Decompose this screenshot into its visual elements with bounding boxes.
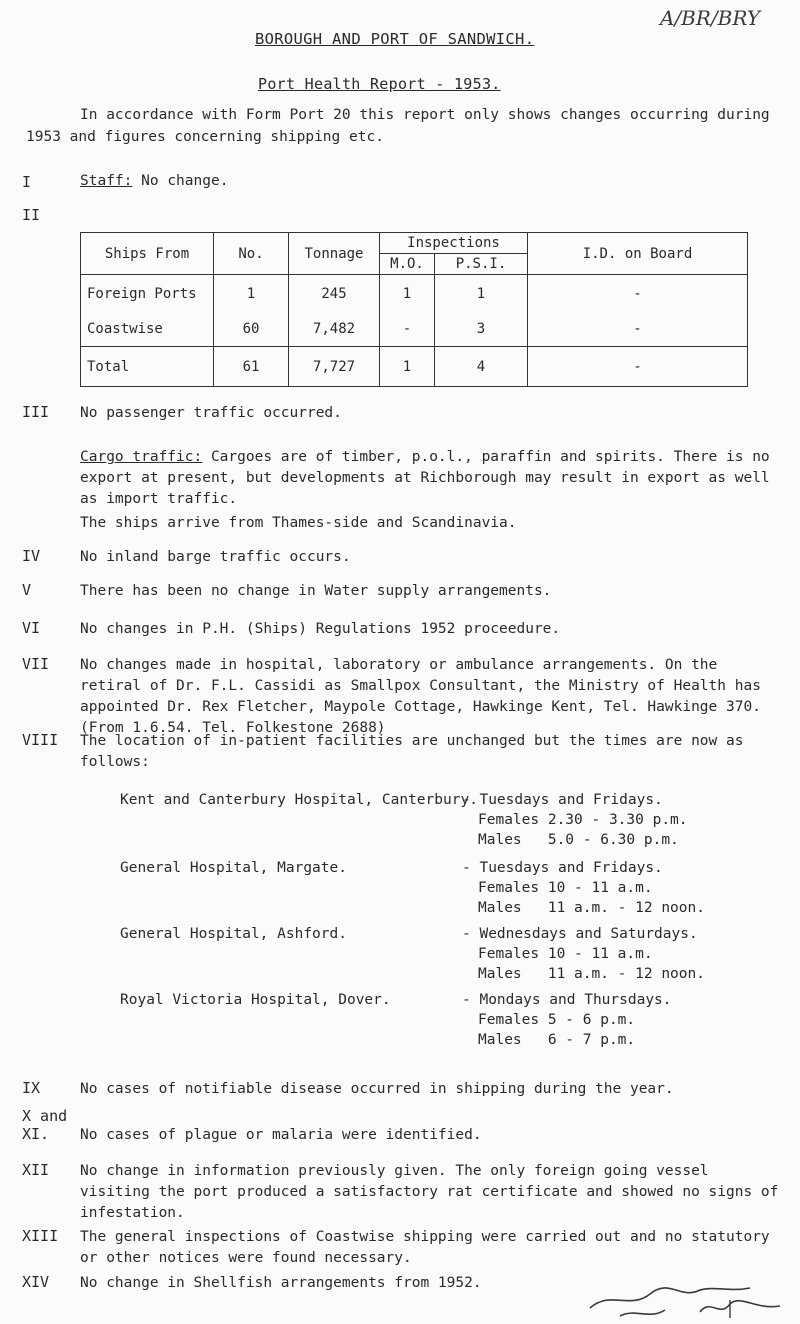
cell-from: Coastwise <box>81 313 214 347</box>
ships-table <box>80 232 748 387</box>
cell-tonnage: 245 <box>289 275 380 313</box>
section-number: VIII <box>22 731 59 749</box>
borough-heading: BOROUGH AND PORT OF SANDWICH. <box>255 30 535 48</box>
hospital-entry <box>120 858 780 928</box>
section-number: V <box>22 581 32 599</box>
header-id-on-board: I.D. on Board <box>528 233 748 275</box>
visit-days: - Wednesdays and Saturdays. <box>462 926 698 942</box>
table-row <box>81 313 748 347</box>
hospital-arrangements-text: No changes made in hospital, laboratory or ambulance arrangements. On the retiral of Dr. F.L. Cassidi as Smallpox Consultant, the Ministry of Health has appointed Dr. Rex Fletcher, Maypole Cottage, Hawkinge Kent, Tel. Hawkinge 370. (From 1.6.54. Tel. Folkestone 2688) <box>80 657 761 736</box>
female-times: Females 2.30 - 3.30 p.m. <box>478 812 688 828</box>
male-times: Males 11 a.m. - 12 noon. <box>478 900 705 916</box>
hospital-entry <box>120 924 780 994</box>
female-times: Females 5 - 6 p.m. <box>478 1012 636 1028</box>
water-supply-text: There has been no change in Water supply arrangements. <box>80 583 552 599</box>
hospital-times <box>462 790 688 850</box>
total-id: - <box>528 347 748 387</box>
hospital-entry <box>120 990 780 1060</box>
section-number: I <box>22 173 32 191</box>
hospital-times <box>462 924 705 984</box>
hospital-name: Kent and Canterbury Hospital, Canterbury. <box>120 792 478 808</box>
hospital-entry <box>120 790 780 860</box>
visit-days: - Mondays and Thursdays. <box>462 992 672 1008</box>
section-number: III <box>22 403 50 421</box>
header-mo: M.O. <box>380 254 435 275</box>
cell-psi: 1 <box>435 275 528 313</box>
cell-psi: 3 <box>435 313 528 347</box>
cargo-label: Cargo traffic: <box>80 449 203 465</box>
section-number: X and <box>22 1107 68 1125</box>
total-no: 61 <box>214 347 289 387</box>
header-ships-from: Ships From <box>81 233 214 275</box>
visit-days: - Tuesdays and Fridays. <box>462 860 663 876</box>
ships-arrive-text: The ships arrive from Thames-side and Scandinavia. <box>80 515 517 531</box>
visit-days: - Tuesdays and Fridays. <box>462 792 663 808</box>
inpatient-text: The location of in-patient facilities are unchanged but the times are now as follows: <box>80 733 744 770</box>
table-row <box>81 275 748 313</box>
total-from: Total <box>81 347 214 387</box>
section-number: IV <box>22 547 41 565</box>
handwritten-reference: A/BR/BRY <box>660 6 761 30</box>
hospital-times <box>462 858 705 918</box>
male-times: Males 5.0 - 6.30 p.m. <box>478 832 679 848</box>
table-header-row <box>81 233 748 254</box>
header-psi: P.S.I. <box>435 254 528 275</box>
hospital-name: General Hospital, Margate. <box>120 860 347 876</box>
total-tonnage: 7,727 <box>289 347 380 387</box>
staff-text: No change. <box>141 173 229 189</box>
regulations-text: No changes in P.H. (Ships) Regulations 1952 proceedure. <box>80 621 561 637</box>
intro-paragraph: In accordance with Form Port 20 this report only shows changes occurring during 1953 and figures concerning shipping etc. <box>26 107 770 145</box>
report-title: Port Health Report - 1953. <box>258 75 501 93</box>
barge-traffic-text: No inland barge traffic occurs. <box>80 549 351 565</box>
hospital-name: Royal Victoria Hospital, Dover. <box>120 992 391 1008</box>
signature-image <box>580 1280 790 1322</box>
section-number: XIII <box>22 1227 59 1245</box>
cell-mo: 1 <box>380 275 435 313</box>
staff-line <box>80 173 228 189</box>
cell-no: 60 <box>214 313 289 347</box>
total-psi: 4 <box>435 347 528 387</box>
cell-mo: - <box>380 313 435 347</box>
cargo-text: Cargoes are of timber, p.o.l., paraffin and spirits. There is no export at present, but developments at Richborough may result in export as well as import traffic. <box>80 449 770 507</box>
coastwise-inspections-text: The general inspections of Coastwise shipping were carried out and no statutory or other notices were found necessary. <box>80 1229 770 1266</box>
notifiable-disease-text: No cases of notifiable disease occurred in shipping during the year. <box>80 1081 674 1097</box>
cell-no: 1 <box>214 275 289 313</box>
male-times: Males 6 - 7 p.m. <box>478 1032 636 1048</box>
section-number: XIV <box>22 1273 50 1291</box>
cell-id: - <box>528 275 748 313</box>
female-times: Females 10 - 11 a.m. <box>478 946 653 962</box>
cargo-paragraph <box>80 447 780 510</box>
total-mo: 1 <box>380 347 435 387</box>
passenger-traffic-text: No passenger traffic occurred. <box>80 405 342 421</box>
section-number: XII <box>22 1161 50 1179</box>
cell-tonnage: 7,482 <box>289 313 380 347</box>
section-number: II <box>22 206 41 224</box>
rat-certificate-text: No change in information previously given. The only foreign going vessel visiting the port produced a satisfactory rat certificate and showed no signs of infestation. <box>80 1163 779 1221</box>
staff-label: Staff: <box>80 173 133 189</box>
section-number: VI <box>22 619 41 637</box>
hospital-name: General Hospital, Ashford. <box>120 926 347 942</box>
cell-from: Foreign Ports <box>81 275 214 313</box>
header-no: No. <box>214 233 289 275</box>
female-times: Females 10 - 11 a.m. <box>478 880 653 896</box>
plague-text: No cases of plague or malaria were identified. <box>80 1127 482 1143</box>
table-total-row <box>81 347 748 387</box>
male-times: Males 11 a.m. - 12 noon. <box>478 966 705 982</box>
header-inspections: Inspections <box>380 233 528 254</box>
section-number: IX <box>22 1079 41 1097</box>
cell-id: - <box>528 313 748 347</box>
header-tonnage: Tonnage <box>289 233 380 275</box>
section-number: VII <box>22 655 50 673</box>
section-number: XI. <box>22 1125 50 1143</box>
shellfish-text: No change in Shellfish arrangements from 1952. <box>80 1275 482 1291</box>
hospital-times <box>462 990 672 1050</box>
